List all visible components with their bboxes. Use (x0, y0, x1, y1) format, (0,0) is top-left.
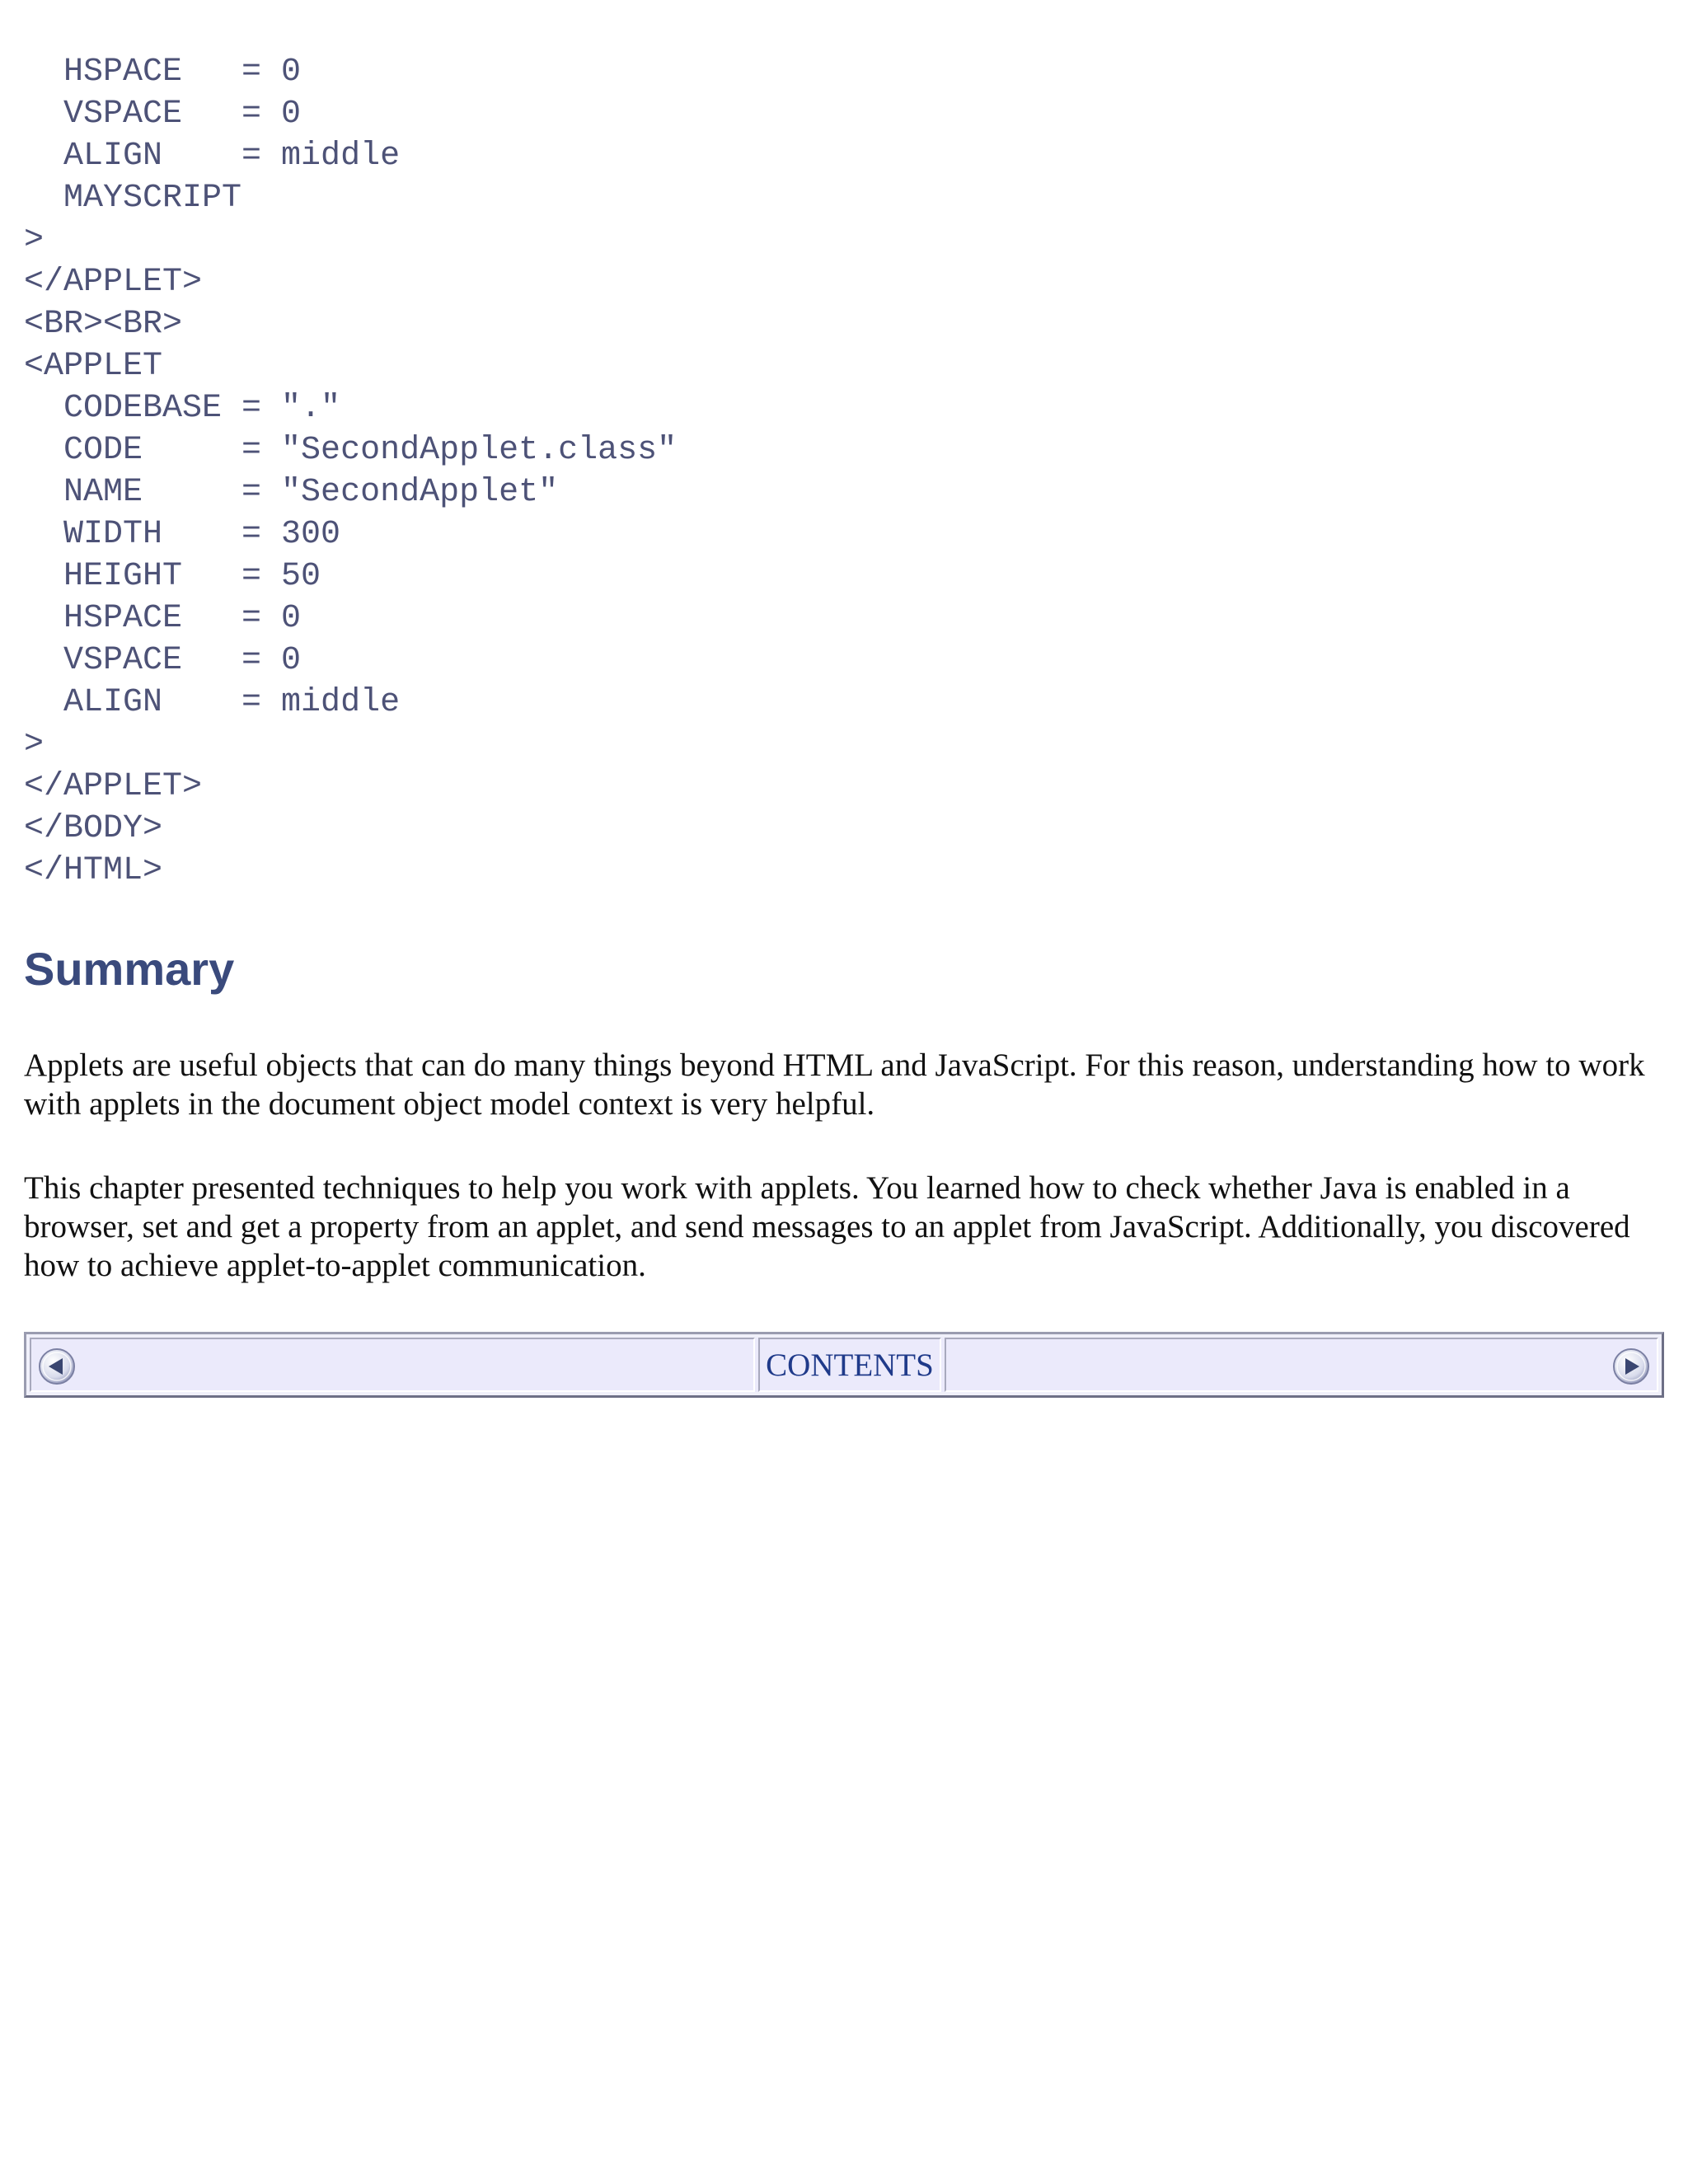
next-page-button[interactable] (1611, 1347, 1651, 1386)
code-line: VSPACE = 0 (24, 642, 302, 679)
nav-cell-next (945, 1338, 1658, 1392)
code-line: <APPLET (24, 348, 163, 385)
code-line: VSPACE = 0 (24, 96, 302, 133)
nav-cell-contents (758, 1338, 941, 1392)
navigation-bar-inner (30, 1338, 1658, 1392)
code-line: ALIGN = middle (24, 138, 401, 175)
code-line: <BR><BR> (24, 306, 183, 343)
code-line: </APPLET> (24, 768, 203, 805)
code-line: MAYSCRIPT (24, 180, 242, 217)
summary-paragraph: Applets are useful objects that can do many things beyond HTML and JavaScript. For this reason, understanding how to work with applets in the document object model context is very helpful. (24, 1047, 1645, 1122)
summary-paragraph: This chapter presented techniques to help you work with applets. You learned how to check whether Java is enabled in a browser, set and get a property from an applet, and send messages to an applet from JavaScript. Additionally, you discovered how to achieve applet-to-applet communication. (24, 1170, 1630, 1283)
nav-cell-previous (30, 1338, 755, 1392)
navigation-bar (24, 1332, 1664, 1398)
code-listing (24, 51, 677, 892)
code-line: </APPLET> (24, 264, 203, 301)
code-line: CODEBASE = "." (24, 390, 341, 427)
code-line: NAME = "SecondApplet" (24, 474, 559, 511)
code-line: CODE = "SecondApplet.class" (24, 432, 678, 469)
code-line: > (24, 726, 45, 763)
code-line: ALIGN = middle (24, 684, 401, 721)
previous-arrow-icon (37, 1347, 77, 1386)
code-line: HSPACE = 0 (24, 600, 302, 637)
section-heading-summary: Summary (24, 943, 235, 995)
contents-link[interactable]: CONTENTS (766, 1347, 934, 1383)
code-line: HSPACE = 0 (24, 54, 302, 91)
previous-page-button[interactable] (37, 1347, 77, 1386)
code-line: WIDTH = 300 (24, 516, 341, 553)
code-line: </HTML> (24, 852, 163, 889)
next-arrow-icon (1611, 1347, 1651, 1386)
code-line: > (24, 222, 45, 259)
code-line: HEIGHT = 50 (24, 558, 321, 595)
code-line: </BODY> (24, 810, 163, 847)
